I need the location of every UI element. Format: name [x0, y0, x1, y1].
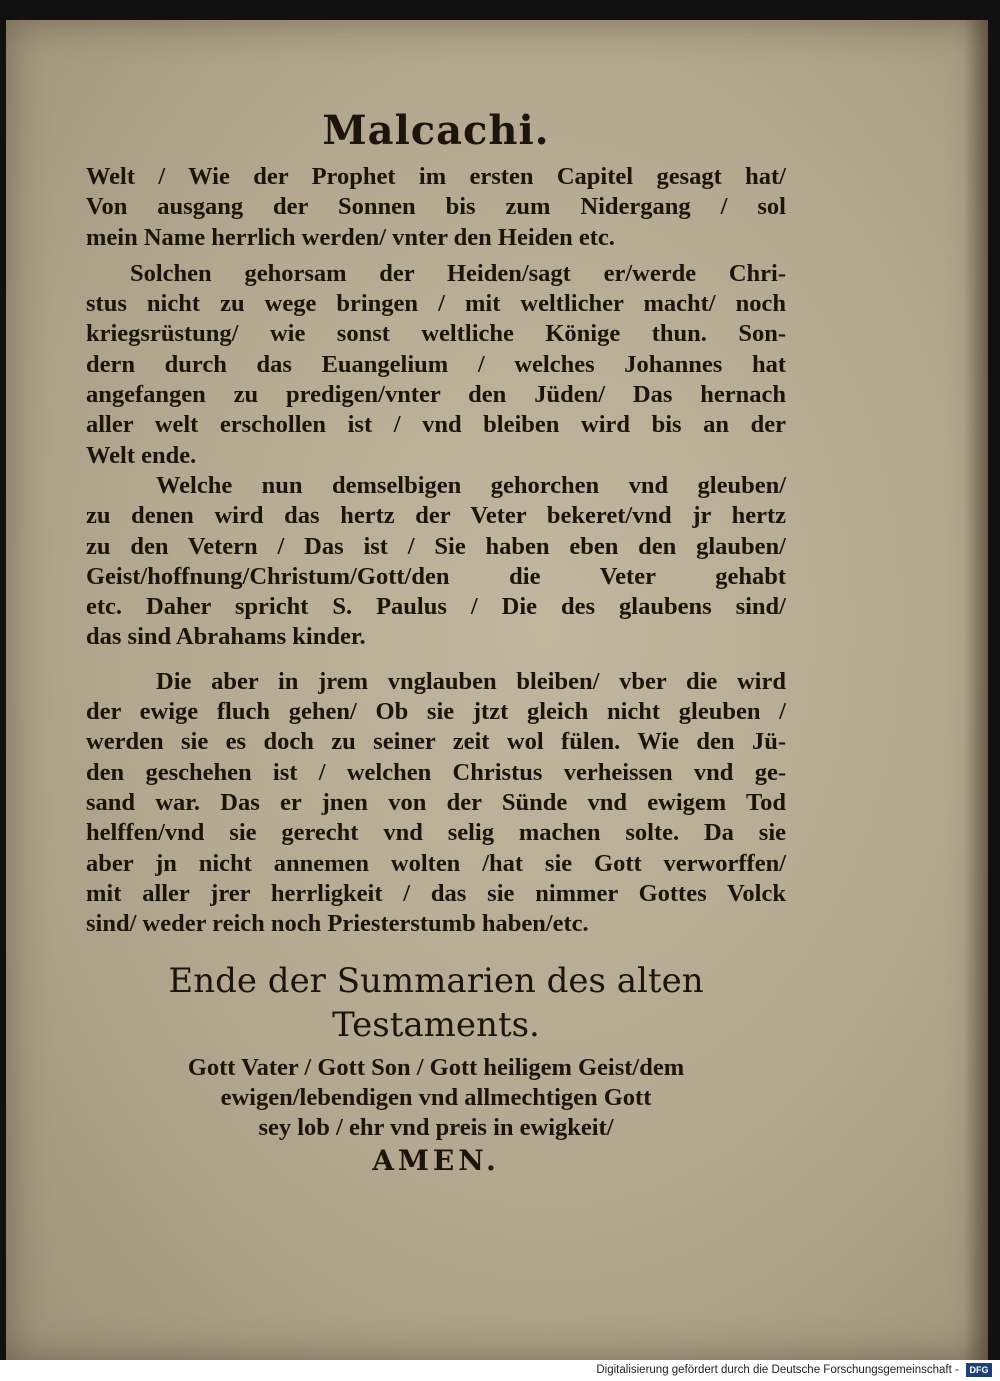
text-line: etc. Daher spricht S. Paulus / Die des glaubens sind/ [86, 593, 786, 621]
text-line: das sind Abrahams kinder. [86, 623, 366, 651]
text-line: der ewige fluch gehen/ Ob sie jtzt gleich nicht gleuben / [86, 698, 786, 726]
text-line: stus nicht zu wege bringen / mit weltlicher macht/ noch [86, 290, 786, 318]
text-line: Die aber in jrem vnglauben bleiben/ vber die wird [156, 667, 786, 695]
text-line: werden sie es doch zu seiner zeit wol fülen. Wie den Jü- [86, 728, 786, 756]
text-line: aber jn nicht annemen wolten /hat sie Gott verworffen/ [86, 849, 786, 877]
text-line: mit aller jrer herrligkeit / das sie nimmer Gottes Volck [86, 879, 786, 907]
text-line: angefangen zu predigen/vnter den Jüden/ Das hernach [86, 381, 786, 409]
paragraph-3 [86, 471, 786, 653]
running-head: Malcachi. [322, 107, 550, 154]
text-line: Solchen gehorsam der Heiden/sagt er/werde Chri- [130, 259, 786, 287]
doxology-line: ewigen/lebendigen vnd allmechtigen Gott [220, 1084, 652, 1112]
text-line: sand war. Das er jnen von der Sünde vnd ewigem Tod [86, 788, 786, 816]
book-page [6, 20, 988, 1360]
closing-title-line: Testaments. [332, 1005, 540, 1046]
text-line: helffen/vnd sie gerecht vnd selig machen solte. Da sie [86, 819, 786, 847]
text-line: aller welt erschollen ist / vnd bleiben wird bis an der [86, 411, 786, 439]
doxology-line: sey lob / ehr vnd preis in ewigkeit/ [258, 1114, 614, 1142]
paragraph-1 [86, 162, 786, 253]
dfg-logo[interactable]: DFG [966, 1363, 992, 1377]
text-line: Welt / Wie der Prophet im ersten Capitel gesagt hat/ [86, 163, 786, 190]
text-line: zu den Vetern / Das ist / Sie haben eben den glauben/ [86, 532, 786, 560]
closing-title [86, 959, 786, 1047]
footer-credit-text: Digitalisierung gefördert durch die Deutsche Forschungsgemeinschaft - [596, 1364, 959, 1376]
paragraph-2 [86, 259, 786, 471]
text-line: kriegsrüstung/ wie sonst weltliche Könige thun. Son- [86, 320, 786, 348]
paragraph-4 [86, 667, 786, 940]
text-line: Welche nun demselbigen gehorchen vnd gleuben/ [156, 471, 786, 499]
text-line: mein Name herrlich werden/ vnter den Heiden etc. [86, 223, 615, 251]
page-text-block [86, 100, 786, 1179]
text-line: zu denen wird das hertz der Veter bekeret/vnd jr hertz [86, 502, 786, 530]
text-line: sind/ weder reich noch Priesterstumb haben/etc. [86, 910, 589, 938]
amen-line: AMEN. [372, 1144, 500, 1178]
text-line: Von ausgang der Sonnen bis zum Nidergang / sol [86, 193, 786, 221]
digitization-footer [0, 1360, 1000, 1381]
page-edge-shadow [964, 20, 988, 1360]
text-line: Geist/hoffnung/Christum/Gott/den die Veter gehabt [86, 562, 786, 590]
doxology-line: Gott Vater / Gott Son / Gott heiligem Geist/dem [187, 1054, 685, 1082]
text-line: Welt ende. [86, 441, 197, 469]
text-line: den geschehen ist / welchen Christus verheissen vnd ge- [86, 758, 786, 786]
closing-title-line: Ende der Summarien des alten [168, 961, 704, 1002]
text-line: dern durch das Euangelium / welches Johannes hat [86, 350, 786, 378]
doxology [86, 1053, 786, 1179]
